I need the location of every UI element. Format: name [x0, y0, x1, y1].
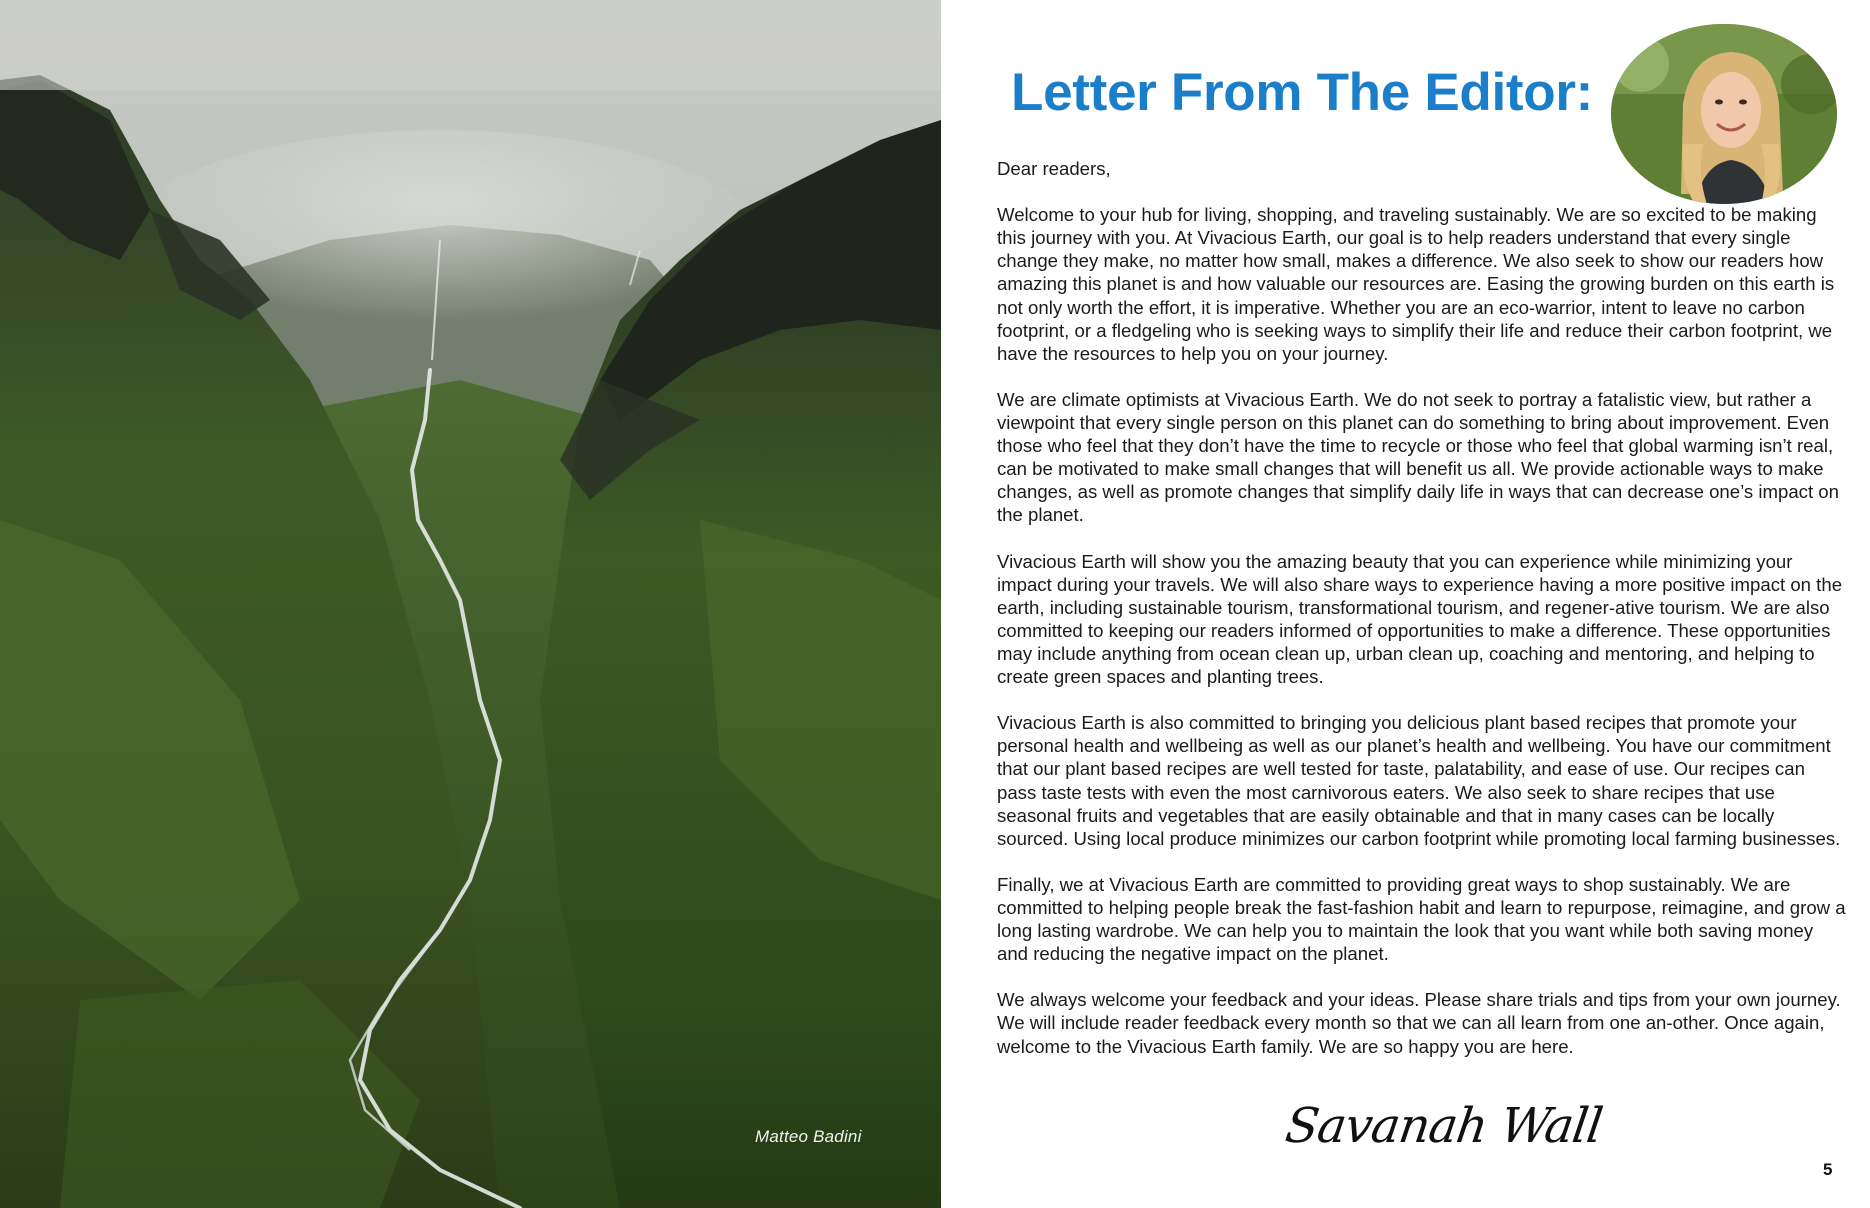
- letter-paragraph: Finally, we at Vivacious Earth are committed to providing great ways to shop sustainably. We are committed to helping people break the fast-fashion habit and learn to repurpose, reimagine, and grow a long lasting wardrobe. We can help you to maintain the look that you want while both saving money and reducing the negative impact on the planet.: [997, 873, 1846, 965]
- letter-paragraph: Vivacious Earth is also committed to bringing you delicious plant based recipes that promote your personal health and wellbeing as well as our planet’s health and wellbeing. You have our commitment that our plant based recipes are well tested for taste, palatability, and ease of use. Our recipes can pass taste tests with even the most carnivorous eaters. We also seek to share recipes that use seasonal fruits and vegetables that are easily obtainable and that in many cases can be locally sourced. Using local produce minimizes our carbon footprint while promoting local farming businesses.: [997, 712, 1841, 849]
- page-number: 5: [1823, 1160, 1833, 1179]
- page-title: Letter From The Editor:: [1011, 63, 1594, 122]
- letter-paragraph: Welcome to your hub for living, shopping, and traveling sustainably. We are so excited to be making this journey with you. At Vivacious Earth, our goal is to help readers understand that every single change they make, no matter how small, makes a difference. We also seek to show our readers how amazing this planet is and how valuable our resources are. Easing the growing burden on this earth is not only worth the effort, it is imperative. Whether you are an eco-warrior, intent to leave no carbon footprint, or a fledgeling who is seeking ways to simplify their life and reduce their carbon footprint, we have the resources to help you on your journey.: [997, 204, 1835, 364]
- salutation: Dear readers,: [997, 158, 1111, 179]
- letter-paragraph: We always welcome your feedback and your ideas. Please share trials and tips from your own journey. We will include reader feedback every month so that we can all learn from one an-other. Once again, welcome to the Vivacious Earth family. We are so happy you are here.: [997, 989, 1841, 1057]
- letter-paragraph: We are climate optimists at Vivacious Earth. We do not seek to portray a fatalistic view, but rather a viewpoint that every single person on this planet can do something to bring about improvement. Even those who feel that they don’t have the time to recycle or those who feel that global warming isn’t real, can be motivated to make small changes that will benefit us all. We provide actionable ways to make changes, as well as promote changes that simplify daily life in ways that can decrease one’s impact on the planet.: [997, 388, 1839, 526]
- letter-paragraph: Vivacious Earth will show you the amazing beauty that you can experience while minimizing your impact during your travels. We will also share ways to experience having a more positive impact on the earth, including sustainable tourism, transformational tourism, and regener-ative tourism. We are also committed to keeping our readers informed of opportunities to make a difference. These opportunities may include anything from ocean clean up, urban clean up, coaching and mentoring, and helping to create green spaces and planting trees.: [997, 550, 1843, 688]
- editor-letter-page: [941, 0, 1870, 1208]
- editor-signature: Savanah Wall: [1282, 1098, 1606, 1154]
- letter-body: [997, 157, 1849, 1081]
- photo-credit: Matteo Badini: [755, 1127, 862, 1146]
